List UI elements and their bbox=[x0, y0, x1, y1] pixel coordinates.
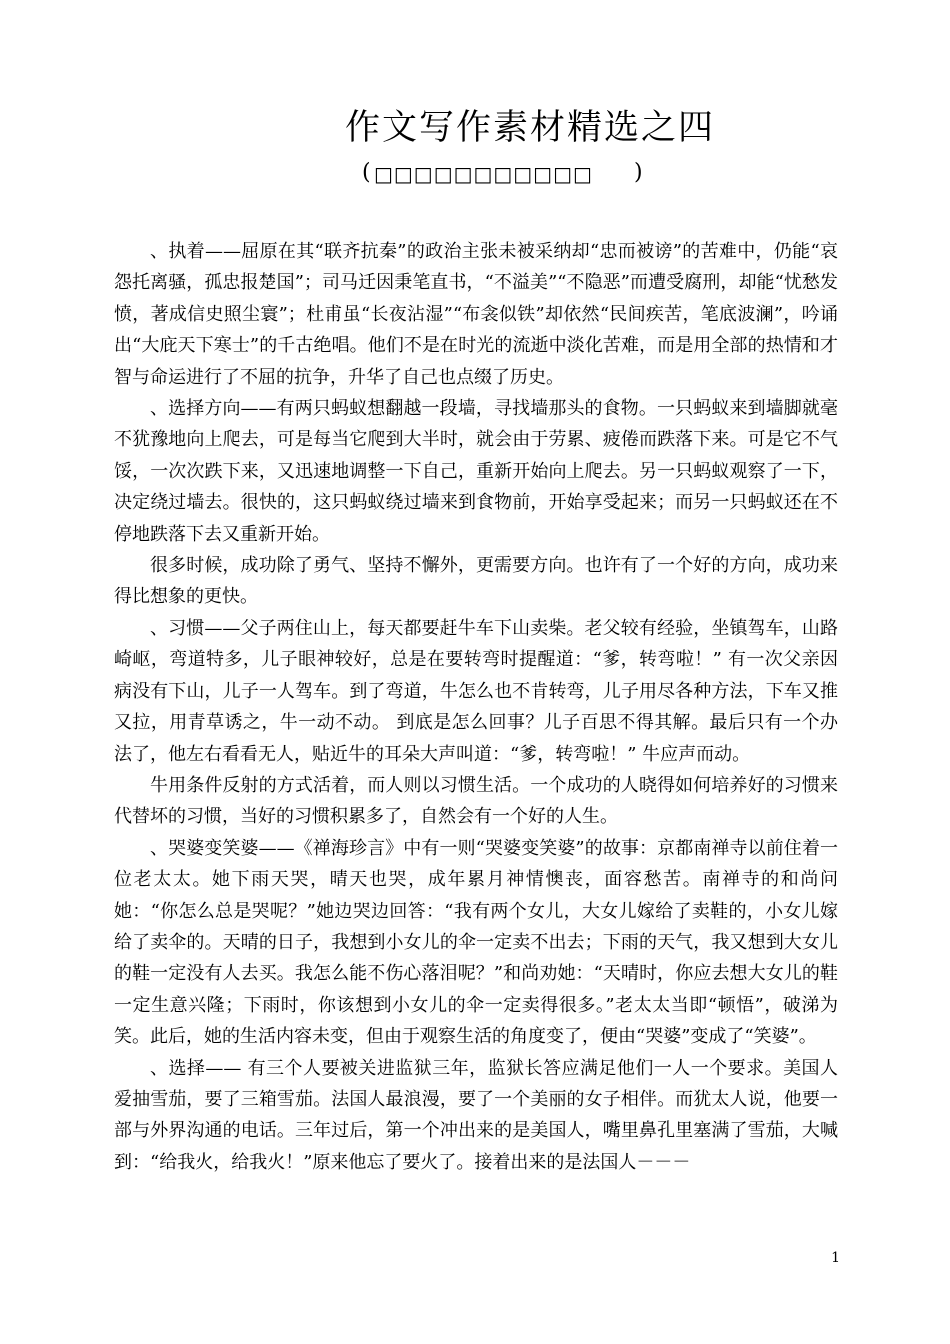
subtitle-open-paren: ( bbox=[362, 160, 371, 185]
page-number: 1 bbox=[831, 1250, 840, 1266]
paragraph-habit-comment: 牛用条件反射的方式活着，而人则以习惯生活。一个成功的人晓得如何培养好的习惯来代替坏的习惯，当好的习惯积累多了，自然会有一个好的人生。 bbox=[114, 774, 838, 828]
subtitle bbox=[362, 160, 652, 192]
page-title: 作文写作素材精选之四 bbox=[344, 108, 715, 148]
subtitle-missing-glyphs: □□□□□□□□□□□ bbox=[374, 162, 593, 186]
paragraph-direction-comment: 很多时候，成功除了勇气、坚持不懈外，更需要方向。也许有了一个好的方向，成功来得比想象的更快。 bbox=[114, 555, 838, 608]
paragraph-choice: 、选择—— 有三个人要被关进监狱三年，监狱长答应满足他们一人一个要求。美国人爱抽雪茄，要了三箱雪茄。法国人最浪漫，要了一个美丽的女子相伴。而犹太人说，他要一部与外界沟通的电话。三年过后，第一个冲出来的是美国人，嘴里鼻孔里塞满了雪茄，大喊到：“给我火，给我火！”原来他忘了要火了。接着出来的是法国人－－－ bbox=[114, 1057, 838, 1173]
paragraph-perseverance: 、执着——屈原在其“联齐抗秦”的政治主张未被采纳却“忠而被谤”的苦难中，仍能“哀怨托离骚，孤忠报楚国”；司马迁因秉笔直书，“不溢美”“不隐恶”而遭受腐刑，却能“忧愁发愤，著成信史照尘寰”；杜甫虽“长夜沾湿”“布衾似铁”却依然“民间疾苦，笔底波澜”，吟诵出“大庇天下寒士”的千古绝唱。他们不是在时光的流逝中淡化苦难，而是用全部的热情和才智与命运进行了不屈的抗争，升华了自己也点缀了历史。 bbox=[114, 241, 838, 388]
paragraph-crying-woman: 、哭婆变笑婆——《禅海珍言》中有一则“哭婆变笑婆”的故事：京都南禅寺以前住着一位老太太。她下雨天哭，晴天也哭，成年累月神情懊丧，面容愁苦。南禅寺的和尚问她：“你怎么总是哭呢？”她边哭边回答：“我有两个女儿，大女儿嫁给了卖鞋的，小女儿嫁给了卖伞的。天晴的日子，我想到小女儿的伞一定卖不出去；下雨的天气，我又想到大女儿的鞋一定没有人去买。我怎么能不伤心落泪呢？”和尚劝她：“天晴时，你应去想大女儿的鞋一定生意兴隆；下雨时，你该想到小女儿的伞一定卖得很多。”老太太当即“顿悟”，破涕为笑。此后，她的生活内容未变，但由于观察生活的角度变了，便由“哭婆”变成了“笑婆”。 bbox=[114, 837, 838, 1048]
paragraph-choose-direction: 、选择方向——有两只蚂蚁想翻越一段墙，寻找墙那头的食物。一只蚂蚁来到墙脚就毫不犹豫地向上爬去，可是每当它爬到大半时，就会由于劳累、疲倦而跌落下来。可是它不气馁，一次次跌下来，又迅速地调整一下自己，重新开始向上爬去。另一只蚂蚁观察了一下，决定绕过墙去。很快的，这只蚂蚁绕过墙来到食物前，开始享受起来；而另一只蚂蚁还在不停地跌落下去又重新开始。 bbox=[114, 398, 838, 545]
subtitle-close-paren: ) bbox=[634, 160, 643, 185]
document-body bbox=[114, 236, 838, 1178]
paragraph-habit: 、习惯——父子两住山上，每天都要赶牛车下山卖柴。老父较有经验，坐镇驾车，山路崎岖，弯道特多，儿子眼神较好，总是在要转弯时提醒道：“爹，转弯啦！” 有一次父亲因病没有下山，儿子一人驾车。到了弯道，牛怎么也不肯转弯，儿子用尽各种方法，下车又推又拉，用青草诱之，牛一动不动。 到底是怎么回事？儿子百思不得其解。最后只有一个办法了，他左右看看无人，贴近牛的耳朵大声叫道：“爹，转弯啦！” 牛应声而动。 bbox=[114, 617, 838, 765]
